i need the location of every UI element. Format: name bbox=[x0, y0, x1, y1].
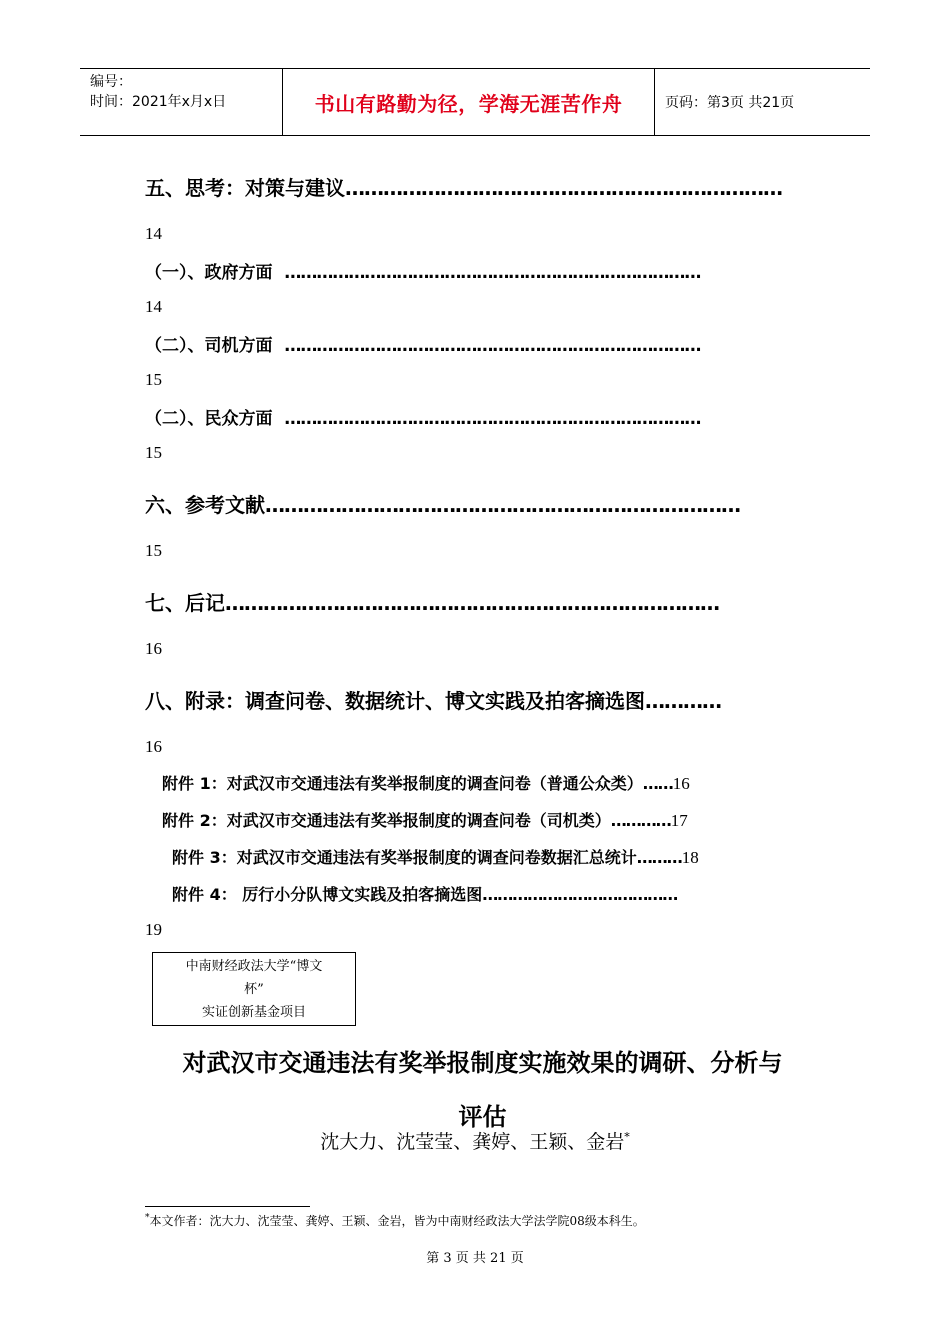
toc-item-text: 五、思考：对策与建议 bbox=[145, 176, 345, 200]
toc-item-text: （二）、民众方面 bbox=[145, 409, 273, 429]
toc-page-number: 17 bbox=[670, 811, 688, 830]
toc-leader: …… bbox=[642, 774, 673, 793]
toc-page-number: 18 bbox=[681, 848, 699, 867]
title-line-2: 评估 bbox=[458, 1103, 507, 1131]
toc-page-number: 16 bbox=[145, 737, 162, 756]
toc-leader: ………………………………………………………………… bbox=[265, 493, 740, 517]
footnote-rule bbox=[145, 1206, 310, 1207]
footnote-mark: * bbox=[145, 1213, 150, 1223]
toc-appendix-1[interactable] bbox=[162, 771, 690, 794]
fund-box-line: 中南财经政法大学“博文 bbox=[185, 959, 323, 974]
toc-leader: …………………………………………………………………… bbox=[284, 263, 701, 283]
toc-item-8[interactable] bbox=[145, 685, 721, 714]
fund-box-line: 实证创新基金项目 bbox=[201, 1005, 306, 1020]
toc-leader: …………………………………………………………………… bbox=[284, 409, 701, 429]
header-page-info: 页码：第3页 共21页 bbox=[665, 95, 795, 111]
toc-leader: …………………………………………………………… bbox=[345, 176, 782, 200]
toc-page-number: 14 bbox=[145, 224, 162, 243]
toc-item-text: 六、参考文献 bbox=[145, 493, 265, 517]
toc-item-text: 附件 4： 厉行小分队博文实践及拍客摘选图 bbox=[172, 885, 483, 904]
header-table bbox=[80, 68, 870, 136]
toc-item-6[interactable] bbox=[145, 489, 740, 518]
toc-leader: ………… bbox=[645, 689, 721, 713]
toc-leader: ………… bbox=[610, 811, 671, 830]
toc-appendix-3[interactable] bbox=[172, 845, 699, 868]
title-line-1: 对武汉市交通违法有奖举报制度实施效果的调研、分析与 bbox=[182, 1049, 783, 1077]
footnote bbox=[145, 1212, 645, 1229]
toc-leader: …………………………………………………………………… bbox=[225, 591, 719, 615]
toc-item-5-3[interactable] bbox=[145, 404, 700, 429]
toc-page-number: 19 bbox=[145, 920, 162, 939]
toc-item-text: 附件 1：对武汉市交通违法有奖举报制度的调查问卷（普通公众类） bbox=[162, 774, 643, 793]
authors bbox=[0, 1127, 950, 1154]
toc-leader: ………………………………… bbox=[482, 885, 678, 904]
fund-box-line: 杯” bbox=[244, 982, 264, 997]
toc-page-number: 16 bbox=[145, 639, 162, 658]
toc-item-text: 附件 3：对武汉市交通违法有奖举报制度的调查问卷数据汇总统计 bbox=[172, 848, 637, 867]
toc-item-text: 八、附录：调查问卷、数据统计、博文实践及拍客摘选图 bbox=[145, 689, 645, 713]
toc-page-number: 15 bbox=[145, 443, 162, 462]
toc-page-number: 15 bbox=[145, 370, 162, 389]
toc-page-number: 14 bbox=[145, 297, 162, 316]
number-label: 编号： bbox=[90, 74, 132, 90]
toc-item-text: （一）、政府方面 bbox=[145, 263, 273, 283]
footnote-text: 本文作者：沈大力、沈莹莹、龚婷、王颖、金岩，皆为中南财经政法大学法学院08级本科生。 bbox=[149, 1214, 645, 1228]
toc-item-text: 附件 2：对武汉市交通违法有奖举报制度的调查问卷（司机类） bbox=[162, 811, 611, 830]
toc-item-5-1[interactable] bbox=[145, 258, 700, 283]
footnote-marker[interactable]: * bbox=[624, 1130, 630, 1144]
toc-leader: …………………………………………………………………… bbox=[284, 336, 701, 356]
toc-item-text: 七、后记 bbox=[145, 591, 225, 615]
authors-names: 沈大力、沈莹莹、龚婷、王颖、金岩 bbox=[320, 1131, 625, 1153]
time-label: 时间：2021年x月x日 bbox=[90, 94, 227, 110]
fund-box bbox=[152, 952, 356, 1026]
toc-leader: ……… bbox=[636, 848, 682, 867]
toc-item-text: （二）、司机方面 bbox=[145, 336, 273, 356]
header-meta bbox=[80, 69, 283, 135]
toc-item-5[interactable] bbox=[145, 172, 782, 201]
toc-item-7[interactable] bbox=[145, 587, 719, 616]
toc-appendix-4[interactable] bbox=[172, 882, 677, 905]
page-footer: 第 3 页 共 21 页 bbox=[426, 1251, 524, 1266]
toc-appendix-2[interactable] bbox=[162, 808, 688, 831]
toc-page-number: 16 bbox=[672, 774, 690, 793]
toc-item-5-2[interactable] bbox=[145, 331, 700, 356]
header-motto: 书山有路勤为径，学海无涯苦作舟 bbox=[283, 69, 655, 135]
toc-page-number: 15 bbox=[145, 541, 162, 560]
